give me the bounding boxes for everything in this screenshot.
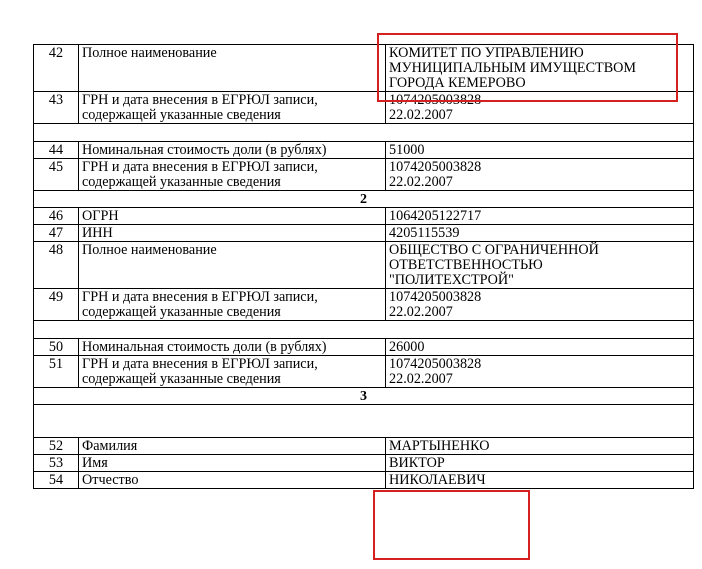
registry-table-body (34, 45, 694, 489)
field-value-line: МУНИЦИПАЛЬНЫМ ИМУЩЕСТВОМ (389, 60, 637, 76)
table-row (34, 289, 694, 321)
field-value-line: КОМИТЕТ ПО УПРАВЛЕНИЮ (389, 45, 584, 61)
field-label-line: ГРН и дата внесения в ЕГРЮЛ записи, (82, 159, 318, 175)
blank-row (34, 321, 694, 339)
field-value-line: "ПОЛИТЕХСТРОЙ" (389, 272, 514, 288)
row-number: 42 (34, 45, 79, 92)
field-label (79, 455, 386, 472)
table-row (34, 242, 694, 289)
blank-row (34, 405, 694, 438)
field-label (79, 356, 386, 388)
field-value (386, 438, 694, 455)
field-label (79, 339, 386, 356)
registry-extract-sheet (33, 44, 693, 489)
field-label (79, 208, 386, 225)
field-label (79, 225, 386, 242)
table-row (34, 208, 694, 225)
field-value-line: 4205115539 (389, 225, 460, 241)
row-number: 48 (34, 242, 79, 289)
field-value (386, 159, 694, 191)
field-value-line: 22.02.2007 (389, 174, 453, 190)
row-number: 52 (34, 438, 79, 455)
field-value (386, 208, 694, 225)
row-number: 54 (34, 472, 79, 489)
field-label-line: содержащей указанные сведения (82, 174, 281, 190)
section-header-row (34, 388, 694, 405)
row-number: 45 (34, 159, 79, 191)
field-label-line: ОГРН (82, 208, 119, 224)
field-value-line: МАРТЫНЕНКО (389, 438, 490, 454)
field-label-line: Полное наименование (82, 242, 217, 258)
field-label-line: содержащей указанные сведения (82, 371, 281, 387)
row-number: 47 (34, 225, 79, 242)
field-value-line: НИКОЛАЕВИЧ (389, 472, 486, 488)
field-label (79, 159, 386, 191)
field-value-line: 26000 (389, 339, 425, 355)
field-value-line: 1074205003828 (389, 356, 482, 372)
table-row (34, 356, 694, 388)
field-label (79, 472, 386, 489)
table-row (34, 142, 694, 159)
field-label-line: Отчество (82, 472, 139, 488)
field-label (79, 92, 386, 124)
section-number: 2 (34, 191, 694, 208)
field-label-line: Номинальная стоимость доли (в рублях) (82, 142, 327, 158)
field-label (79, 289, 386, 321)
table-row (34, 472, 694, 489)
row-number: 53 (34, 455, 79, 472)
row-number: 51 (34, 356, 79, 388)
field-value (386, 472, 694, 489)
field-value-line: 22.02.2007 (389, 371, 453, 387)
field-label-line: Номинальная стоимость доли (в рублях) (82, 339, 327, 355)
field-value-line: 1074205003828 (389, 92, 482, 108)
field-value-line: ОТВЕТСТВЕННОСТЬЮ (389, 257, 543, 273)
field-label-line: содержащей указанные сведения (82, 304, 281, 320)
row-number: 44 (34, 142, 79, 159)
field-value (386, 339, 694, 356)
section-number: 3 (34, 388, 694, 405)
table-row (34, 455, 694, 472)
field-label-line: ГРН и дата внесения в ЕГРЮЛ записи, (82, 356, 318, 372)
field-label (79, 142, 386, 159)
field-label-line: ГРН и дата внесения в ЕГРЮЛ записи, (82, 289, 318, 305)
field-label (79, 45, 386, 92)
row-number: 49 (34, 289, 79, 321)
field-value-line: ОБЩЕСТВО С ОГРАНИЧЕННОЙ (389, 242, 599, 258)
field-label-line: ИНН (82, 225, 113, 241)
field-value-line: 51000 (389, 142, 425, 158)
field-label-line: ГРН и дата внесения в ЕГРЮЛ записи, (82, 92, 318, 108)
field-value (386, 289, 694, 321)
field-label-line: содержащей указанные сведения (82, 107, 281, 123)
blank-row (34, 124, 694, 142)
field-value (386, 356, 694, 388)
field-label-line: Имя (82, 455, 108, 471)
table-row (34, 159, 694, 191)
blank-cell (34, 405, 694, 438)
row-number: 46 (34, 208, 79, 225)
row-number: 50 (34, 339, 79, 356)
section-header-row (34, 191, 694, 208)
table-row (34, 339, 694, 356)
field-value-line: ГОРОДА КЕМЕРОВО (389, 75, 526, 91)
field-value-line: 1074205003828 (389, 159, 482, 175)
field-value (386, 455, 694, 472)
field-label (79, 242, 386, 289)
field-label-line: Полное наименование (82, 45, 217, 61)
blank-cell (34, 321, 694, 339)
table-row (34, 225, 694, 242)
field-label-line: Фамилия (82, 438, 138, 454)
field-label (79, 438, 386, 455)
table-row (34, 438, 694, 455)
highlight-box-person-name (373, 490, 530, 560)
table-row (34, 45, 694, 92)
field-value (386, 242, 694, 289)
field-value-line: 22.02.2007 (389, 107, 453, 123)
table-row (34, 92, 694, 124)
field-value (386, 142, 694, 159)
row-number: 43 (34, 92, 79, 124)
registry-table (33, 44, 694, 489)
field-value-line: ВИКТОР (389, 455, 445, 471)
field-value-line: 1074205003828 (389, 289, 482, 305)
field-value (386, 45, 694, 92)
blank-cell (34, 124, 694, 142)
field-value (386, 92, 694, 124)
field-value-line: 1064205122717 (389, 208, 482, 224)
field-value (386, 225, 694, 242)
field-value-line: 22.02.2007 (389, 304, 453, 320)
